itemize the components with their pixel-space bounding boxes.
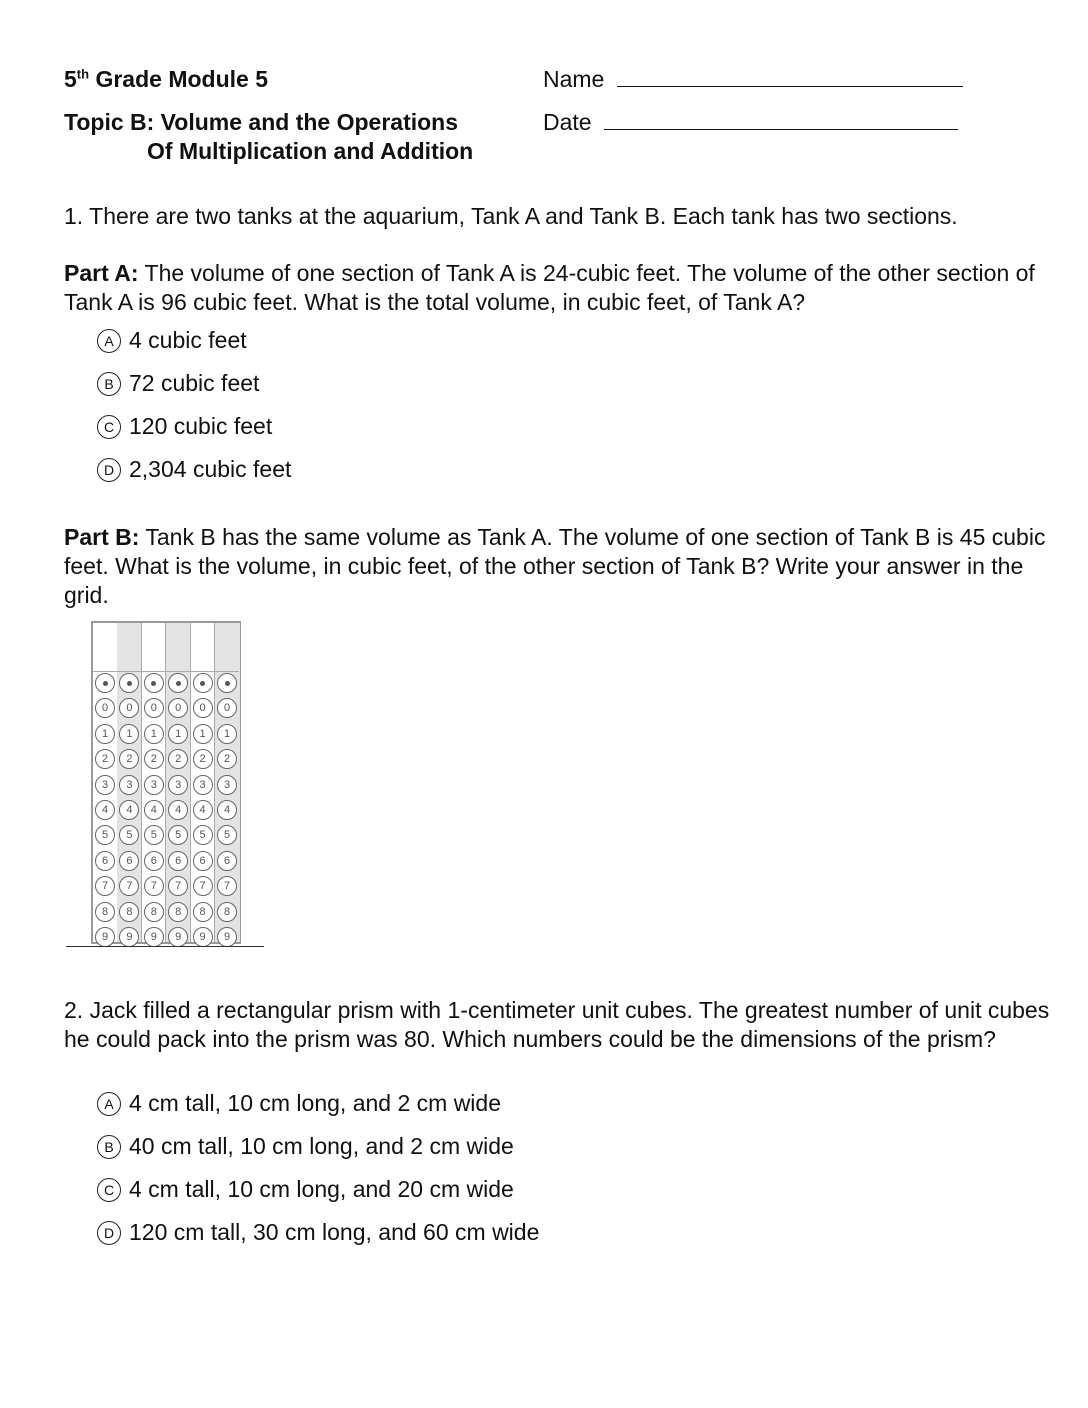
digit-bubble[interactable]: 0 bbox=[217, 698, 237, 718]
grid-write-row[interactable] bbox=[93, 623, 239, 672]
digit-bubble[interactable]: 8 bbox=[144, 902, 164, 922]
digit-bubble[interactable]: 0 bbox=[168, 698, 188, 718]
digit-bubble[interactable]: 4 bbox=[144, 800, 164, 820]
q1-choice-a[interactable]: A 4 cubic feet bbox=[97, 327, 247, 354]
digit-bubble[interactable]: 0 bbox=[144, 698, 164, 718]
digit-bubble[interactable]: 1 bbox=[217, 724, 237, 744]
digit-bubble[interactable]: 1 bbox=[168, 724, 188, 744]
choice-c-bubble[interactable]: C bbox=[97, 415, 121, 439]
decimal-point-bubble[interactable] bbox=[193, 673, 213, 693]
digit-bubble[interactable]: 6 bbox=[95, 851, 115, 871]
part-b-text: Tank B has the same volume as Tank A. The volume of one section of Tank B is 45 cubic feet. What is the volume, in cubic feet, of the other section of Tank B? Write your answer in the grid. bbox=[64, 524, 1046, 608]
date-label: Date bbox=[543, 109, 592, 135]
topic-title-line1: Topic B: Volume and the Operations bbox=[64, 109, 459, 135]
digit-bubble[interactable]: 7 bbox=[119, 876, 139, 896]
digit-bubble[interactable]: 3 bbox=[144, 775, 164, 795]
digit-bubble[interactable]: 4 bbox=[217, 800, 237, 820]
digit-bubble[interactable]: 1 bbox=[144, 724, 164, 744]
choice-c-bubble[interactable]: C bbox=[97, 1178, 121, 1202]
digit-bubble[interactable]: 8 bbox=[119, 902, 139, 922]
digit-bubble[interactable]: 5 bbox=[168, 825, 188, 845]
digit-bubble[interactable]: 5 bbox=[217, 825, 237, 845]
digit-bubble[interactable]: 9 bbox=[168, 927, 188, 947]
digit-bubble[interactable]: 3 bbox=[168, 775, 188, 795]
digit-bubble[interactable]: 8 bbox=[168, 902, 188, 922]
part-b-label: Part B: bbox=[64, 524, 140, 550]
digit-bubble[interactable]: 2 bbox=[119, 749, 139, 769]
digit-bubble[interactable]: 3 bbox=[217, 775, 237, 795]
choice-b-bubble[interactable]: B bbox=[97, 372, 121, 396]
q1-choice-d[interactable]: D 2,304 cubic feet bbox=[97, 456, 291, 483]
choice-b-bubble[interactable]: B bbox=[97, 1135, 121, 1159]
digit-bubble[interactable]: 2 bbox=[217, 749, 237, 769]
q1-part-a bbox=[64, 259, 1054, 317]
answer-grid[interactable] bbox=[91, 621, 241, 944]
digit-bubble[interactable]: 9 bbox=[217, 927, 237, 947]
dot-icon bbox=[127, 681, 132, 686]
dot-icon bbox=[151, 681, 156, 686]
dot-icon bbox=[200, 681, 205, 686]
q1-choice-b[interactable]: B 72 cubic feet bbox=[97, 370, 259, 397]
digit-bubble[interactable]: 2 bbox=[95, 749, 115, 769]
name-field[interactable] bbox=[543, 66, 963, 93]
q1-part-b bbox=[64, 523, 1054, 610]
choice-d-bubble[interactable]: D bbox=[97, 1221, 121, 1245]
digit-bubble[interactable]: 3 bbox=[193, 775, 213, 795]
q1-intro: 1. There are two tanks at the aquarium, Tank A and Tank B. Each tank has two sections. bbox=[64, 203, 958, 229]
digit-bubble[interactable]: 1 bbox=[119, 724, 139, 744]
dot-icon bbox=[176, 681, 181, 686]
q2-choice-a[interactable]: A 4 cm tall, 10 cm long, and 2 cm wide bbox=[97, 1090, 501, 1117]
digit-bubble[interactable]: 6 bbox=[144, 851, 164, 871]
digit-bubble[interactable]: 7 bbox=[168, 876, 188, 896]
q2-choice-d[interactable]: D 120 cm tall, 30 cm long, and 60 cm wide bbox=[97, 1219, 539, 1246]
digit-bubble[interactable]: 3 bbox=[119, 775, 139, 795]
digit-bubble[interactable]: 1 bbox=[193, 724, 213, 744]
q1-choice-c[interactable]: C 120 cubic feet bbox=[97, 413, 272, 440]
digit-bubble[interactable]: 8 bbox=[95, 902, 115, 922]
digit-bubble[interactable]: 6 bbox=[168, 851, 188, 871]
digit-bubble[interactable]: 2 bbox=[168, 749, 188, 769]
grade-module-title: 5th Grade Module 5 bbox=[64, 66, 269, 92]
q2-choice-c[interactable]: C 4 cm tall, 10 cm long, and 20 cm wide bbox=[97, 1176, 514, 1203]
digit-bubble[interactable]: 6 bbox=[217, 851, 237, 871]
topic-title-line2: Of Multiplication and Addition bbox=[147, 138, 474, 164]
part-a-text: The volume of one section of Tank A is 24-cubic feet. The volume of the other section of Tank A is 96 cubic feet. What is the total volume, in cubic feet, of Tank A? bbox=[64, 260, 1035, 315]
digit-bubble[interactable]: 7 bbox=[193, 876, 213, 896]
date-field[interactable] bbox=[543, 109, 958, 136]
q2-intro: 2. Jack filled a rectangular prism with 1-centimeter unit cubes. The greatest number of unit cubes he could pack into the prism was 80. Which numbers could be the dimensions of the prism? bbox=[64, 997, 1050, 1052]
digit-bubble[interactable]: 2 bbox=[193, 749, 213, 769]
part-a-label: Part A: bbox=[64, 260, 139, 286]
digit-bubble[interactable]: 0 bbox=[193, 698, 213, 718]
decimal-point-bubble[interactable] bbox=[144, 673, 164, 693]
digit-bubble[interactable]: 7 bbox=[217, 876, 237, 896]
digit-bubble[interactable]: 9 bbox=[119, 927, 139, 947]
digit-bubble[interactable]: 4 bbox=[119, 800, 139, 820]
digit-bubble[interactable]: 2 bbox=[144, 749, 164, 769]
dot-icon bbox=[225, 681, 230, 686]
section-divider bbox=[66, 946, 264, 947]
digit-bubble[interactable]: 4 bbox=[193, 800, 213, 820]
digit-bubble[interactable]: 0 bbox=[95, 698, 115, 718]
date-line[interactable] bbox=[604, 111, 958, 130]
digit-bubble[interactable]: 6 bbox=[119, 851, 139, 871]
digit-bubble[interactable]: 9 bbox=[144, 927, 164, 947]
dot-icon bbox=[103, 681, 108, 686]
decimal-point-bubble[interactable] bbox=[217, 673, 237, 693]
digit-bubble[interactable]: 0 bbox=[119, 698, 139, 718]
name-label: Name bbox=[543, 66, 605, 92]
digit-bubble[interactable]: 8 bbox=[217, 902, 237, 922]
digit-bubble[interactable]: 4 bbox=[168, 800, 188, 820]
digit-bubble[interactable]: 5 bbox=[144, 825, 164, 845]
digit-bubble[interactable]: 9 bbox=[193, 927, 213, 947]
digit-bubble[interactable]: 5 bbox=[95, 825, 115, 845]
choice-d-bubble[interactable]: D bbox=[97, 458, 121, 482]
digit-bubble[interactable]: 7 bbox=[95, 876, 115, 896]
digit-bubble[interactable]: 3 bbox=[95, 775, 115, 795]
choice-a-bubble[interactable]: A bbox=[97, 1092, 121, 1116]
name-line[interactable] bbox=[617, 68, 963, 87]
digit-bubble[interactable]: 4 bbox=[95, 800, 115, 820]
decimal-point-bubble[interactable] bbox=[95, 673, 115, 693]
digit-bubble[interactable]: 7 bbox=[144, 876, 164, 896]
digit-bubble[interactable]: 5 bbox=[119, 825, 139, 845]
digit-bubble[interactable]: 6 bbox=[193, 851, 213, 871]
q2-choice-b[interactable]: B 40 cm tall, 10 cm long, and 2 cm wide bbox=[97, 1133, 514, 1160]
digit-bubble[interactable]: 8 bbox=[193, 902, 213, 922]
choice-a-bubble[interactable]: A bbox=[97, 329, 121, 353]
digit-bubble[interactable]: 1 bbox=[95, 724, 115, 744]
digit-bubble[interactable]: 9 bbox=[95, 927, 115, 947]
digit-bubble[interactable]: 5 bbox=[193, 825, 213, 845]
